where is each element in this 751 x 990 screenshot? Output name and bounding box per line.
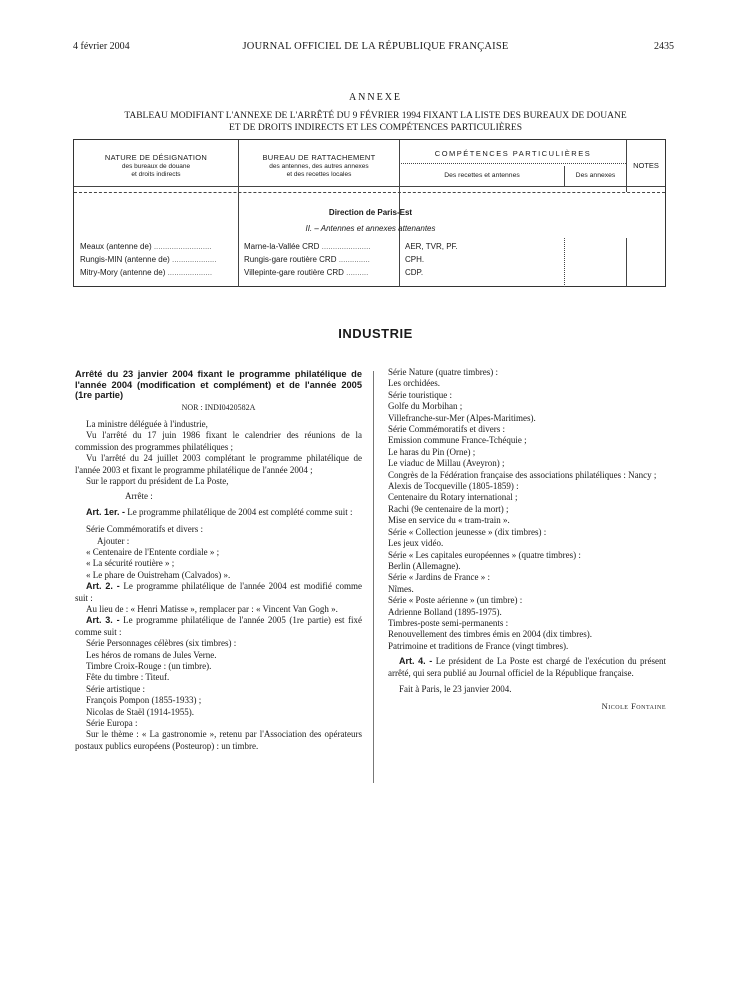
col-bureau-title: BUREAU DE RATTACHEMENT (262, 153, 376, 162)
col-nature-sub2: et droits indirects (131, 171, 181, 178)
right-column (388, 367, 666, 713)
list-item: Berlin (Allemagne). (388, 560, 461, 571)
left-column (75, 369, 362, 752)
article-label: Art. 3. - (86, 615, 120, 626)
bureau-text: Marne-la-Vallée CRD (244, 242, 320, 251)
col-notes-header: NOTES (633, 161, 659, 170)
list-item: Ajouter : (97, 535, 130, 546)
list-item: Série « Collection jeunesse » (dix timbres) : (388, 526, 547, 537)
decree-title: Arrêté du 23 janvier 2004 fixant le programme philatélique de l'année 2004 (modification et complément) et de l'année 2005 (1re partie) (75, 369, 362, 400)
list-item: Série « Jardins de France » : (388, 572, 490, 583)
nature-cell: Rungis-MIN (antenne de) (80, 255, 170, 264)
page-number: 2435 (654, 41, 674, 52)
list-item: Renouvellement des timbres émis en 2004 (dix timbres). (388, 629, 592, 640)
nor-reference: NOR : INDI0420582A (181, 402, 256, 412)
table-rule (74, 192, 665, 193)
list-item: François Pompon (1855-1933) ; (86, 695, 202, 706)
paragraph: Arrête : (125, 491, 153, 502)
signing-place-date: Fait à Paris, le 23 janvier 2004. (399, 683, 512, 694)
journal-title: JOURNAL OFFICIEL DE LA RÉPUBLIQUE FRANÇAISE (242, 41, 509, 52)
bureau-text: Villepinte-gare routière CRD (244, 268, 344, 277)
list-item: Série Nature (quatre timbres) : (388, 367, 498, 377)
list-item: Série Personnages célèbres (six timbres) : (86, 638, 237, 649)
list-item: Série artistique : (86, 683, 145, 694)
col-bureau-sub2: et des recettes locales (286, 171, 352, 178)
list-item: Série Commémoratifs et divers : (388, 424, 505, 435)
col-nature-title: NATURE DE DÉSIGNATION (104, 153, 208, 162)
list-item: Série touristique : (388, 389, 452, 400)
list-item: Les jeux vidéo. (388, 538, 444, 549)
article-4 (388, 656, 666, 679)
paragraph: Vu l'arrêté du 24 juillet 2003 complétant le programme philatélique de l'année 2003 et fixant le programme philatélique de l'année 2004 ; (75, 453, 362, 475)
article-label: Art. 1er. - (86, 506, 126, 517)
article-1 (75, 507, 362, 518)
article-text: Le programme philatélique de l'année 2004 est modifié comme suit : (75, 581, 362, 603)
table-divider (564, 238, 565, 287)
bureau-cell: Marne-la-Vallée CRD ...................... (244, 242, 371, 251)
article-label: Art. 2. - (86, 581, 120, 592)
list-item: Le haras du Pin (Orne) ; (388, 446, 476, 457)
table-divider (626, 238, 627, 287)
col-recettes-header: Des recettes et antennes (444, 172, 520, 179)
list-item: Série « Les capitales européennes » (quatre timbres) : (388, 549, 581, 560)
list-item: « Le phare de Ouistreham (Calvados) ». (86, 569, 231, 580)
competence-cell: AER, TVR, PF. (405, 242, 458, 251)
nature-cell: Mitry-Mory (antenne de) (80, 268, 166, 277)
table-row: Meaux (antenne de) .......................... (80, 242, 212, 251)
list-item: Série « Poste aérienne » (un timbre) : (388, 595, 523, 606)
col-nature-sub1: des bureaux de douane (121, 162, 191, 170)
table-row: Mitry-Mory (antenne de) .................... (80, 268, 213, 277)
annex-subtitle-line1: TABLEAU MODIFIANT L'ANNEXE DE L'ARRÊTÉ DU 9 FÉVRIER 1994 FIXANT LA LISTE DES BUREAUX DE DOUANE (124, 111, 627, 121)
col-bureau-sub1: des antennes, des autres annexes (269, 162, 369, 170)
list-item: Au lieu de : « Henri Matisse », remplacer par : « Vincent Van Gogh ». (86, 604, 338, 614)
list-item: Mise en service du « tram-train ». (388, 515, 510, 526)
header-date: 4 février 2004 (73, 41, 130, 52)
section-title: Direction de Paris-Est (328, 208, 413, 217)
col-bureau-header (239, 154, 399, 180)
bureau-text: Rungis-gare routière CRD (244, 255, 337, 264)
list-item: Timbre Croix-Rouge : (un timbre). (86, 661, 212, 672)
list-item: Alexis de Tocqueville (1805-1859) : (388, 481, 519, 492)
table-rule (399, 163, 626, 164)
nature-cell: Meaux (antenne de) (80, 242, 152, 251)
signature: Nicole Fontaine (601, 701, 666, 712)
article-text: Le président de La Poste est chargé de l'exécution du présent arrêté, qui sera publié au Journal officiel de la République française. (388, 656, 666, 678)
bureau-cell: Rungis-gare routière CRD .............. (244, 255, 370, 264)
competence-cell: CPH. (405, 255, 425, 264)
list-item: Sur le thème : « La gastronomie », retenu par l'Association des opérateurs postaux publics européens (Posteurop) : un timbre. (75, 729, 362, 751)
article-label: Art. 4. - (399, 656, 433, 667)
list-item: Fête du timbre : Titeuf. (86, 672, 170, 683)
list-item: Série Europa : (86, 718, 138, 729)
list-item: « La sécurité routière » ; (86, 558, 175, 569)
list-item: Timbres-poste semi-permanents : (388, 617, 509, 628)
annex-subtitle-line2: ET DE DROITS INDIRECTS ET LES COMPÉTENCES PARTICULIÈRES (229, 123, 522, 133)
list-item: « Centenaire de l'Entente cordiale » ; (86, 546, 220, 557)
section-subtitle: II. – Antennes et annexes attenantes (305, 224, 436, 233)
paragraph: La ministre déléguée à l'industrie, (86, 418, 208, 429)
list-item: Nîmes. (388, 583, 414, 594)
annex-table (73, 139, 666, 287)
list-item: Congrès de la Fédération française des associations philatéliques : Nancy ; (388, 469, 657, 480)
table-row: Rungis-MIN (antenne de) .................... (80, 255, 217, 264)
article-text: Le programme philatélique de 2004 est complété comme suit : (125, 506, 353, 517)
list-item: Le viaduc de Millau (Aveyron) ; (388, 458, 505, 469)
list-item: Série Commémoratifs et divers : (86, 524, 203, 535)
annex-title: ANNEXE (348, 92, 403, 103)
article-2 (75, 581, 362, 604)
col-nature-header (74, 154, 238, 180)
article-text: Le programme philatélique de l'année 2005 (1re partie) est fixé comme suit : (75, 615, 362, 637)
list-item: Adrienne Bolland (1895-1975). (388, 606, 502, 617)
list-item: Les orchidées. (388, 378, 440, 389)
col-annexes-header: Des annexes (575, 172, 616, 179)
list-item: Emission commune France-Tchéquie ; (388, 435, 527, 446)
paragraph: Vu l'arrêté du 17 juin 1986 fixant le calendrier des réunions de la commission des programmes philatéliques ; (75, 430, 362, 452)
list-item: Golfe du Morbihan ; (388, 401, 463, 412)
list-item: Villefranche-sur-Mer (Alpes-Maritimes). (388, 412, 536, 423)
list-item: Patrimoine et traditions de France (vingt timbres). (388, 640, 569, 651)
list-item: Centenaire du Rotary international ; (388, 492, 518, 503)
competence-cell: CDP. (405, 268, 424, 277)
list-item: Les héros de romans de Jules Verne. (86, 649, 217, 660)
paragraph: Sur le rapport du président de La Poste, (86, 475, 229, 486)
list-item: Nicolas de Staël (1914-1955). (86, 706, 194, 717)
col-competences-header: COMPÉTENCES PARTICULIÈRES (434, 149, 592, 158)
list-item: Rachi (9e centenaire de la mort) ; (388, 503, 509, 514)
column-divider (373, 371, 374, 783)
article-3 (75, 615, 362, 638)
section-heading-industrie: INDUSTRIE (338, 326, 413, 341)
table-rule (74, 186, 665, 187)
bureau-cell: Villepinte-gare routière CRD .......... (244, 268, 369, 277)
